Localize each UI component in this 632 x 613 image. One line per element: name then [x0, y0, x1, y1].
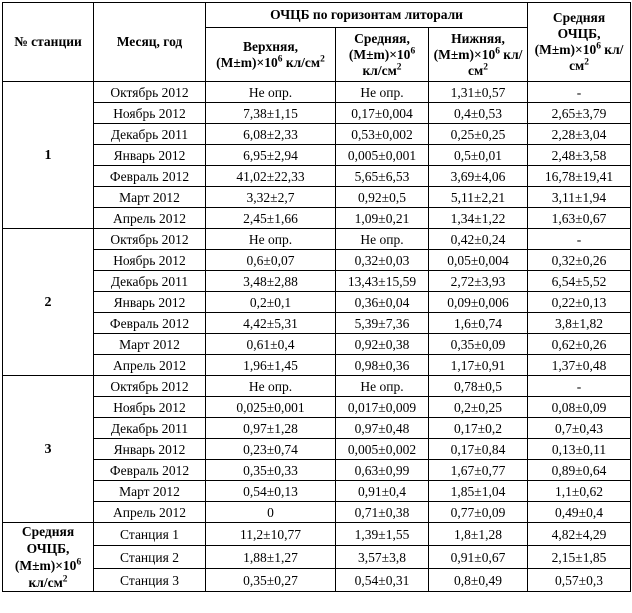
- header-average: [528, 3, 631, 82]
- header-upper: [206, 28, 336, 82]
- ochcb-table: [2, 2, 631, 592]
- table-row: [3, 460, 631, 481]
- cell-avg: 0,62±0,26: [528, 334, 631, 355]
- cell-upper: 0,61±0,4: [206, 334, 336, 355]
- cell-upper: 41,02±22,33: [206, 166, 336, 187]
- cell-upper: 0,54±0,13: [206, 481, 336, 502]
- cell-avg: -: [528, 229, 631, 250]
- header-station: № станции: [3, 3, 94, 82]
- summary-cell-month: Станция 2: [94, 546, 206, 569]
- summary-cell-middle: 1,39±1,55: [336, 523, 429, 546]
- cell-upper: 0: [206, 502, 336, 523]
- cell-avg: 3,11±1,94: [528, 187, 631, 208]
- cell-upper: 0,025±0,001: [206, 397, 336, 418]
- summary-cell-upper: 1,88±1,27: [206, 546, 336, 569]
- table-row: [3, 250, 631, 271]
- cell-month: Декабрь 2011: [94, 124, 206, 145]
- cell-middle: 0,005±0,001: [336, 145, 429, 166]
- cell-middle: 0,17±0,004: [336, 103, 429, 124]
- cell-lower: 0,09±0,006: [429, 292, 528, 313]
- cell-month: Ноябрь 2012: [94, 103, 206, 124]
- table-row: [3, 376, 631, 397]
- table-row: [3, 166, 631, 187]
- header-upper-exp: 6: [277, 54, 283, 64]
- cell-month: Январь 2012: [94, 145, 206, 166]
- station-number: 1: [3, 82, 94, 229]
- summary-label-exp: 6: [76, 557, 82, 568]
- table-row: [3, 229, 631, 250]
- cell-middle: 0,53±0,002: [336, 124, 429, 145]
- cell-month: Апрель 2012: [94, 355, 206, 376]
- cell-lower: 1,31±0,57: [429, 82, 528, 103]
- cell-lower: 0,35±0,09: [429, 334, 528, 355]
- table-row: [3, 124, 631, 145]
- summary-row: [3, 546, 631, 569]
- cell-middle: 0,92±0,38: [336, 334, 429, 355]
- cell-month: Февраль 2012: [94, 313, 206, 334]
- cell-upper: Не опр.: [206, 229, 336, 250]
- table-row: [3, 103, 631, 124]
- cell-avg: 3,8±1,82: [528, 313, 631, 334]
- cell-avg: 2,65±3,79: [528, 103, 631, 124]
- cell-month: Ноябрь 2012: [94, 250, 206, 271]
- table-row: [3, 208, 631, 229]
- cell-lower: 0,17±0,2: [429, 418, 528, 439]
- cell-middle: 0,63±0,99: [336, 460, 429, 481]
- summary-label-line1: Средняя: [21, 524, 75, 539]
- table-row: [3, 292, 631, 313]
- cell-middle: 0,017±0,009: [336, 397, 429, 418]
- summary-row: [3, 569, 631, 592]
- cell-middle: Не опр.: [336, 376, 429, 397]
- table-row: [3, 481, 631, 502]
- summary-cell-middle: 3,57±3,8: [336, 546, 429, 569]
- table-row: [3, 313, 631, 334]
- header-middle-unit: кл/см: [362, 62, 397, 78]
- cell-lower: 1,34±1,22: [429, 208, 528, 229]
- summary-cell-month: Станция 3: [94, 569, 206, 592]
- cell-lower: 2,72±3,93: [429, 271, 528, 292]
- cell-middle: 0,71±0,38: [336, 502, 429, 523]
- summary-cell-upper: 11,2±10,77: [206, 523, 336, 546]
- cell-avg: -: [528, 376, 631, 397]
- cell-avg: 2,48±3,58: [528, 145, 631, 166]
- header-lower-exp: 6: [495, 46, 500, 56]
- header-average-exp: 6: [596, 41, 601, 52]
- cell-month: Январь 2012: [94, 292, 206, 313]
- cell-upper: 6,08±2,33: [206, 124, 336, 145]
- header-month: Месяц, год: [94, 3, 206, 82]
- cell-month: Март 2012: [94, 334, 206, 355]
- cell-month: Январь 2012: [94, 439, 206, 460]
- cell-middle: 5,65±6,53: [336, 166, 429, 187]
- cell-upper: Не опр.: [206, 376, 336, 397]
- cell-middle: 0,98±0,36: [336, 355, 429, 376]
- cell-avg: 0,22±0,13: [528, 292, 631, 313]
- cell-month: Март 2012: [94, 187, 206, 208]
- cell-middle: 1,09±0,21: [336, 208, 429, 229]
- cell-lower: 0,77±0,09: [429, 502, 528, 523]
- station-number: 3: [3, 376, 94, 523]
- table-row: [3, 82, 631, 103]
- summary-cell-avg: 0,57±0,3: [528, 569, 631, 592]
- summary-row: [3, 523, 631, 546]
- cell-avg: 0,13±0,11: [528, 439, 631, 460]
- table-row: [3, 439, 631, 460]
- cell-upper: Не опр.: [206, 82, 336, 103]
- cell-upper: 4,42±5,31: [206, 313, 336, 334]
- cell-middle: 0,005±0,002: [336, 439, 429, 460]
- table-row: [3, 397, 631, 418]
- station-number: 2: [3, 229, 94, 376]
- summary-label: [3, 523, 94, 592]
- table-row: [3, 271, 631, 292]
- header-lower-sq: 2: [483, 62, 488, 72]
- cell-middle: 0,97±0,48: [336, 418, 429, 439]
- cell-lower: 0,17±0,84: [429, 439, 528, 460]
- cell-lower: 3,69±4,06: [429, 166, 528, 187]
- cell-upper: 1,96±1,45: [206, 355, 336, 376]
- cell-upper: 0,6±0,07: [206, 250, 336, 271]
- cell-avg: 16,78±19,41: [528, 166, 631, 187]
- summary-cell-upper: 0,35±0,27: [206, 569, 336, 592]
- cell-lower: 0,25±0,25: [429, 124, 528, 145]
- header-group: ОЧЦБ по горизонтам литорали: [206, 3, 528, 28]
- table-row: [3, 187, 631, 208]
- summary-cell-month: Станция 1: [94, 523, 206, 546]
- cell-month: Февраль 2012: [94, 460, 206, 481]
- cell-month: Апрель 2012: [94, 502, 206, 523]
- summary-label-line4: кл/см: [28, 575, 63, 590]
- cell-month: Март 2012: [94, 481, 206, 502]
- cell-avg: 0,08±0,09: [528, 397, 631, 418]
- table-body: [3, 82, 631, 592]
- cell-lower: 1,67±0,77: [429, 460, 528, 481]
- cell-middle: Не опр.: [336, 82, 429, 103]
- cell-lower: 0,05±0,004: [429, 250, 528, 271]
- header-lower-unit: кл/см: [468, 46, 523, 78]
- cell-avg: -: [528, 82, 631, 103]
- header-lower-label: Нижняя, (M±m)×10: [433, 30, 505, 62]
- cell-lower: 1,17±0,91: [429, 355, 528, 376]
- cell-avg: 0,32±0,26: [528, 250, 631, 271]
- cell-upper: 0,35±0,33: [206, 460, 336, 481]
- cell-avg: 1,1±0,62: [528, 481, 631, 502]
- table-row: [3, 145, 631, 166]
- table-row: [3, 418, 631, 439]
- cell-upper: 0,97±1,28: [206, 418, 336, 439]
- cell-month: Октябрь 2012: [94, 376, 206, 397]
- cell-lower: 1,85±1,04: [429, 481, 528, 502]
- cell-lower: 5,11±2,21: [429, 187, 528, 208]
- cell-middle: 0,91±0,4: [336, 481, 429, 502]
- summary-cell-middle: 0,54±0,31: [336, 569, 429, 592]
- cell-upper: 0,2±0,1: [206, 292, 336, 313]
- summary-label-line3: (M±m)×10: [14, 558, 77, 573]
- cell-lower: 0,5±0,01: [429, 145, 528, 166]
- cell-month: Октябрь 2012: [94, 82, 206, 103]
- cell-avg: 0,7±0,43: [528, 418, 631, 439]
- cell-middle: 0,92±0,5: [336, 187, 429, 208]
- header-average-unit: кл/см: [569, 42, 624, 73]
- summary-label-line2: ОЧЦБ,: [26, 541, 70, 556]
- summary-cell-avg: 4,82±4,29: [528, 523, 631, 546]
- header-middle: [336, 28, 429, 82]
- header-upper-label: Верхняя, (M±m)×10: [216, 38, 298, 70]
- header-lower: [429, 28, 528, 82]
- cell-upper: 7,38±1,15: [206, 103, 336, 124]
- cell-upper: 6,95±2,94: [206, 145, 336, 166]
- cell-avg: 6,54±5,52: [528, 271, 631, 292]
- summary-cell-lower: 1,8±1,28: [429, 523, 528, 546]
- table-row: [3, 502, 631, 523]
- cell-avg: 1,63±0,67: [528, 208, 631, 229]
- cell-upper: 2,45±1,66: [206, 208, 336, 229]
- table-row: [3, 355, 631, 376]
- cell-upper: 3,32±2,7: [206, 187, 336, 208]
- cell-middle: 0,36±0,04: [336, 292, 429, 313]
- header-middle-label: Средняя, (M±m)×10: [348, 30, 411, 62]
- cell-lower: 0,4±0,53: [429, 103, 528, 124]
- summary-cell-avg: 2,15±1,85: [528, 546, 631, 569]
- cell-month: Декабрь 2011: [94, 271, 206, 292]
- summary-cell-lower: 0,91±0,67: [429, 546, 528, 569]
- cell-middle: Не опр.: [336, 229, 429, 250]
- cell-month: Февраль 2012: [94, 166, 206, 187]
- table-row: [3, 334, 631, 355]
- cell-avg: 0,49±0,4: [528, 502, 631, 523]
- cell-month: Ноябрь 2012: [94, 397, 206, 418]
- cell-upper: 0,23±0,74: [206, 439, 336, 460]
- header-upper-sq: 2: [320, 54, 325, 64]
- header-upper-unit: кл/см: [285, 54, 321, 70]
- cell-avg: 0,89±0,64: [528, 460, 631, 481]
- cell-month: Декабрь 2011: [94, 418, 206, 439]
- header-average-label: Средняя ОЧЦБ, (M±m)×10: [534, 10, 606, 57]
- header-middle-exp: 6: [410, 46, 416, 56]
- cell-avg: 1,37±0,48: [528, 355, 631, 376]
- cell-upper: 3,48±2,88: [206, 271, 336, 292]
- cell-middle: 0,32±0,03: [336, 250, 429, 271]
- cell-middle: 5,39±7,36: [336, 313, 429, 334]
- cell-lower: 0,42±0,24: [429, 229, 528, 250]
- cell-lower: 1,6±0,74: [429, 313, 528, 334]
- cell-month: Октябрь 2012: [94, 229, 206, 250]
- summary-label-sq: 2: [62, 574, 68, 585]
- cell-avg: 2,28±3,04: [528, 124, 631, 145]
- cell-middle: 13,43±15,59: [336, 271, 429, 292]
- header-middle-sq: 2: [396, 62, 402, 72]
- cell-month: Апрель 2012: [94, 208, 206, 229]
- cell-lower: 0,2±0,25: [429, 397, 528, 418]
- header-average-sq: 2: [584, 57, 589, 68]
- summary-cell-lower: 0,8±0,49: [429, 569, 528, 592]
- cell-lower: 0,78±0,5: [429, 376, 528, 397]
